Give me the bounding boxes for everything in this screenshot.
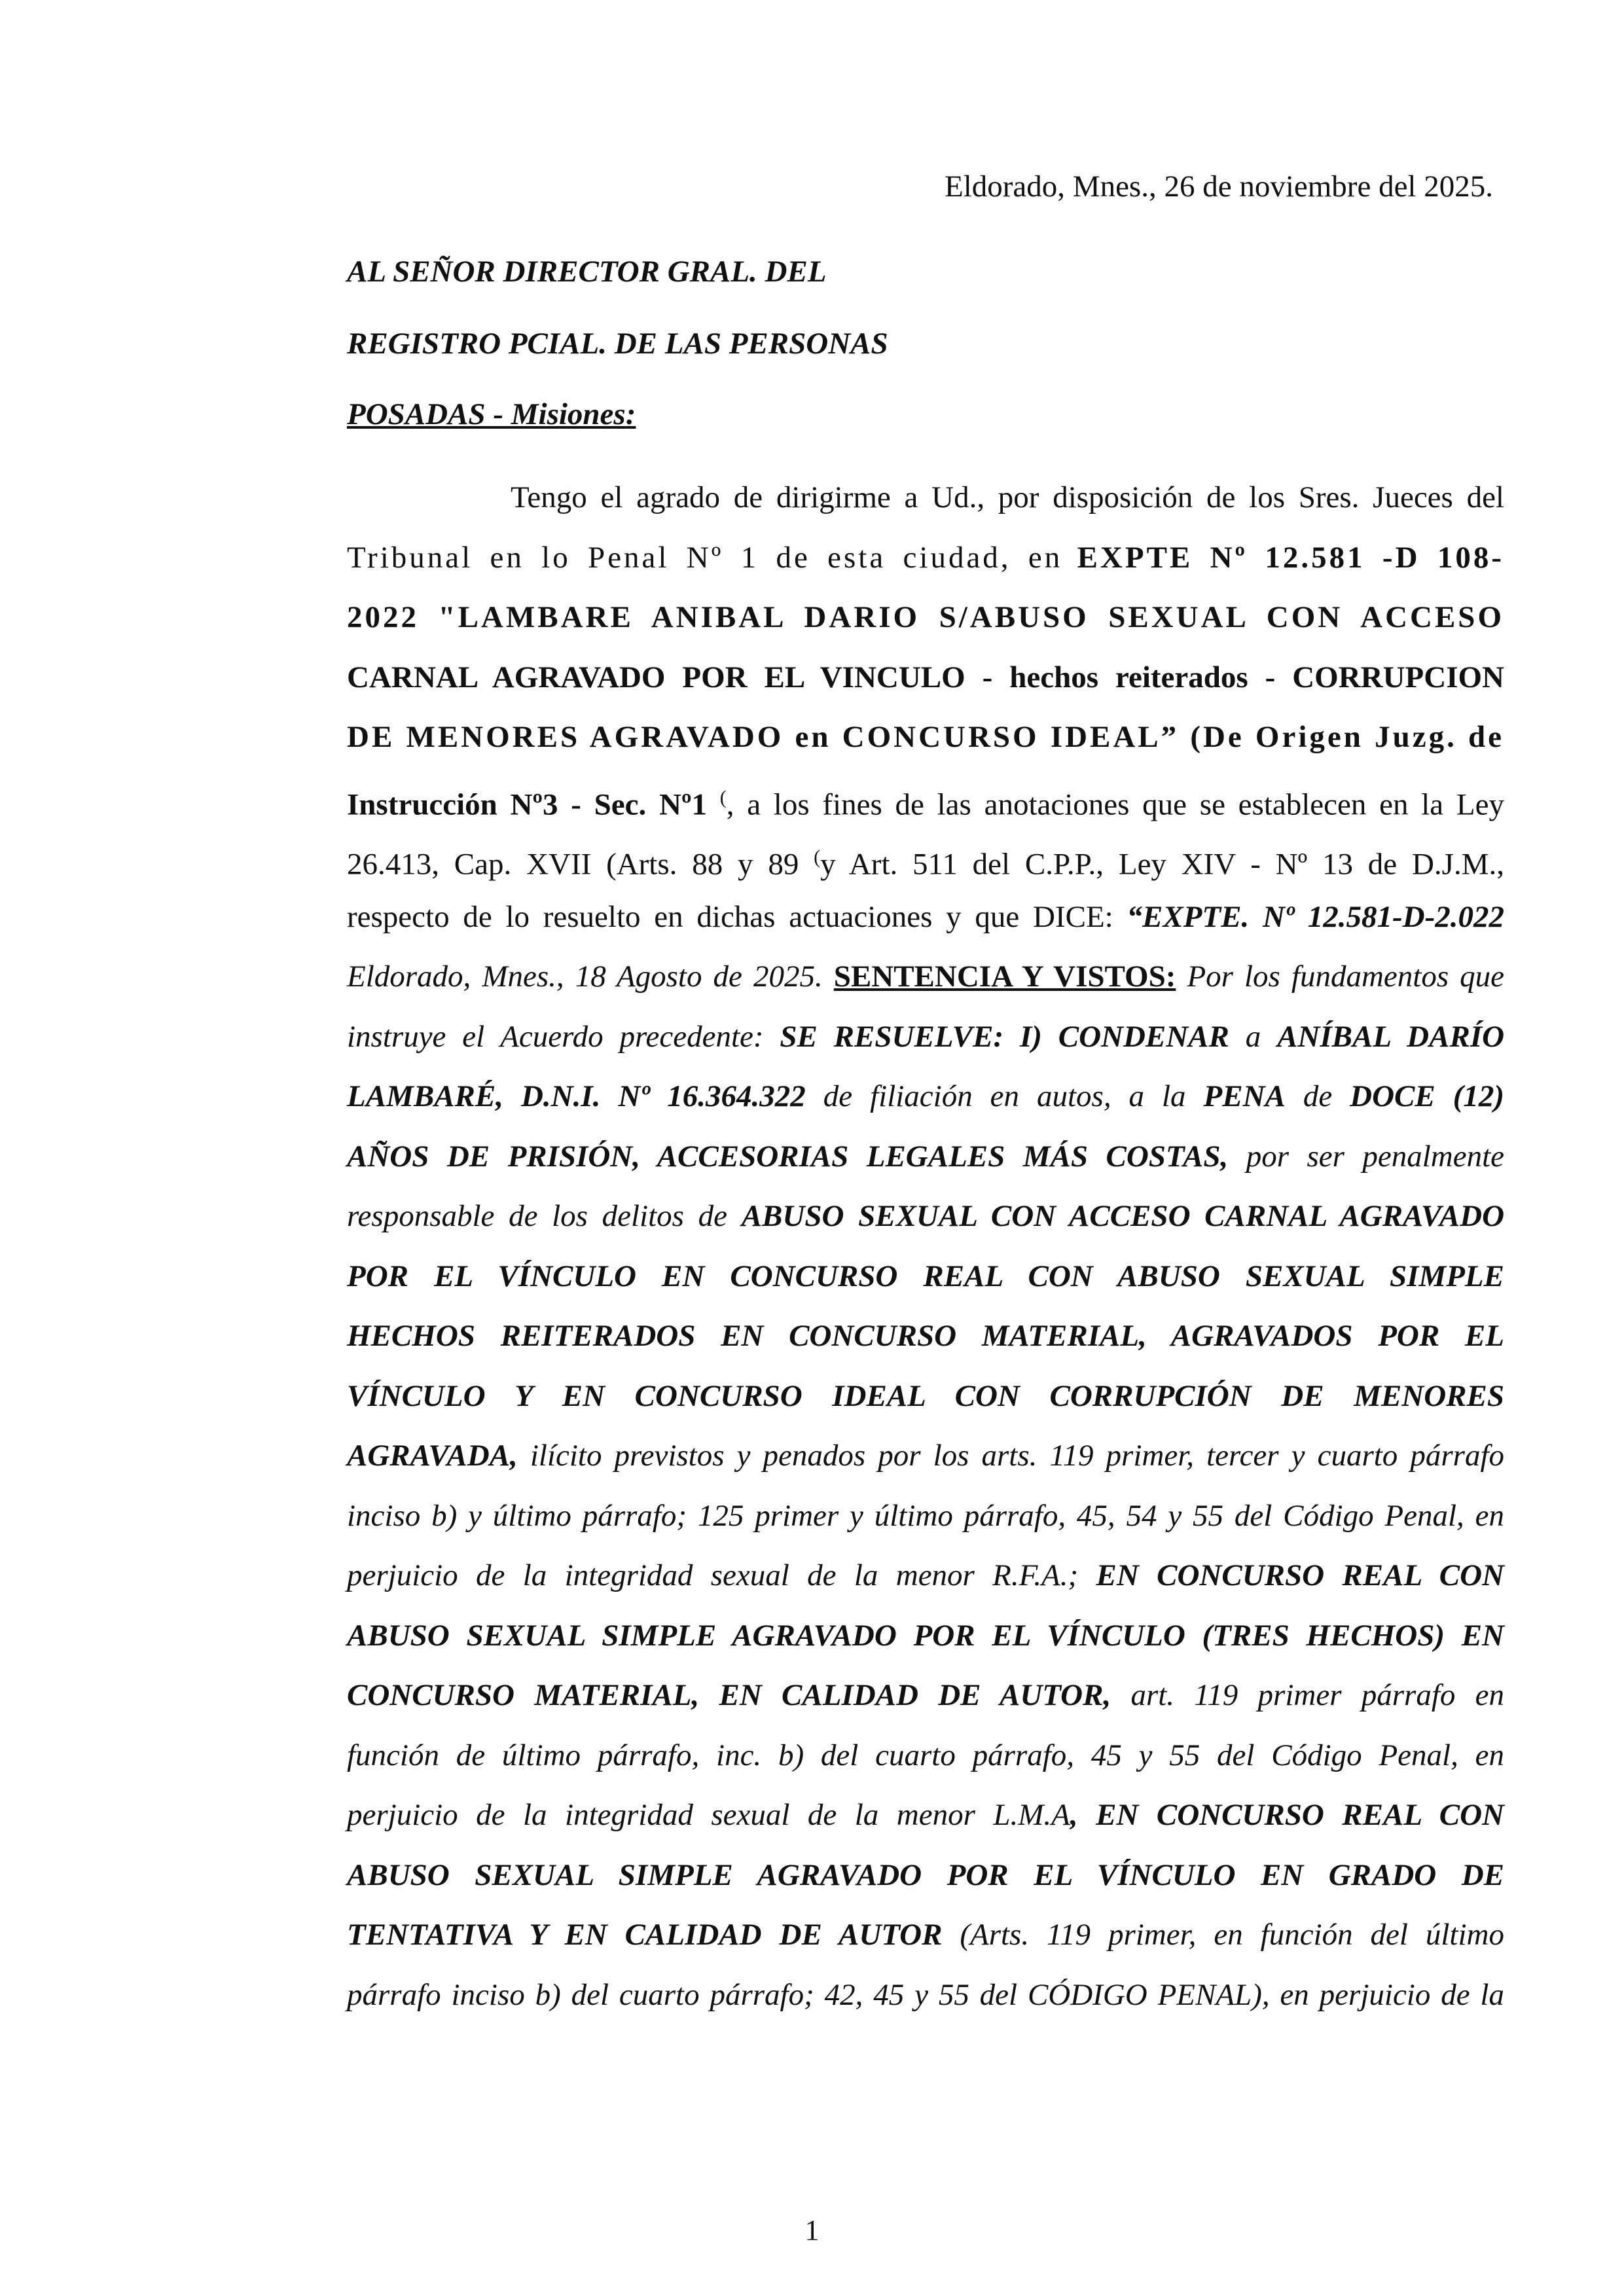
date-line: Eldorado, Mnes., 26 de noviembre del 2025. [945, 170, 1493, 204]
body-line [347, 1007, 1504, 1067]
expediente-ref: EXPTE Nº 12.581 -D 108- [1077, 540, 1504, 575]
body-line [347, 1846, 1504, 1906]
text-run: Por los fundamentos que [1187, 960, 1505, 994]
offense-text: POR EL VÍNCULO EN CONCURSO REAL CON ABUSO SEXUAL SIMPLE [347, 1259, 1504, 1293]
addressee-line-3 [347, 397, 636, 432]
case-title: CARNAL AGRAVADO POR EL VINCULO - hechos reiterados - CORRUPCION [347, 660, 1504, 694]
text-run: , a los fines de las anotaciones que se establecen en la Ley [726, 787, 1504, 822]
text-run: función de último párrafo, inc. b) del cuarto párrafo, 45 y 55 del Código Penal, en [347, 1738, 1504, 1772]
body-line [347, 708, 1504, 768]
body-line [347, 1965, 1504, 2026]
body-line [347, 947, 1504, 1007]
body-line [347, 1785, 1504, 1846]
text-run: inciso b) y último párrafo; 125 primer y último párrafo, 45, 54 y 55 del Código Penal, en [347, 1498, 1504, 1533]
body-line [347, 1187, 1504, 1247]
body-line [347, 648, 1504, 708]
body-line [347, 588, 1504, 648]
body-line [347, 1726, 1504, 1786]
defendant-name: ANÍBAL DARÍO [1277, 1019, 1505, 1054]
addressee-colon: : [625, 397, 636, 431]
text-run: y Art. 511 del C.P.P., Ley XIV - Nº 13 de D.J.M., [820, 847, 1504, 882]
text-run: a [1245, 1019, 1261, 1054]
defendant-id: LAMBARÉ, D.N.I. Nº 16.364.322 [347, 1079, 806, 1113]
superscript-mark: ( [719, 786, 727, 808]
offense-text: TENTATIVA Y EN CALIDAD DE AUTOR [347, 1918, 943, 1952]
offense-text: EN CONCURSO REAL CON [1096, 1558, 1504, 1592]
text-run: párrafo inciso b) del cuarto párrafo; 42, 45 y 55 del CÓDIGO PENAL), en perjuicio de la [347, 1977, 1504, 2012]
offense-text: , EN CONCURSO REAL CON [1070, 1798, 1504, 1832]
addressee-line-2: REGISTRO PCIAL. DE LAS PERSONAS [347, 327, 888, 361]
offense-text: VÍNCULO Y EN CONCURSO IDEAL CON CORRUPCIÓN DE MENORES [347, 1378, 1504, 1413]
body-line [347, 1486, 1504, 1547]
text-run: por ser penalmente [1246, 1139, 1504, 1174]
body-line [347, 1426, 1504, 1486]
addressee-city: POSADAS - Misiones [347, 397, 626, 431]
body-line [347, 1905, 1504, 1965]
text-run: responsable de los delitos de [347, 1199, 728, 1233]
body-line [347, 888, 1504, 948]
sentence-terms: AÑOS DE PRISIÓN, ACCESORIAS LEGALES MÁS COSTAS, [347, 1139, 1229, 1174]
text-run: Tribunal en lo Penal Nº 1 de esta ciudad, en [347, 540, 1063, 575]
body-line [347, 1247, 1504, 1307]
body-line [347, 827, 1504, 888]
text-run: Eldorado, Mnes., 18 Agosto de 2025. [347, 960, 823, 994]
sentence-length: DOCE (12) [1350, 1079, 1504, 1113]
body-line [347, 1067, 1504, 1127]
text-run: respecto de lo resuelto en dichas actuaciones y que DICE: [347, 899, 1113, 934]
text-run: art. 119 primer párrafo en [1130, 1678, 1504, 1712]
page-number: 1 [804, 2214, 820, 2246]
body-line [347, 1606, 1504, 1666]
body-line [347, 528, 1504, 588]
body-line [347, 1127, 1504, 1187]
text-run: 26.413, Cap. XVII (Arts. 88 y 89 [347, 847, 799, 882]
case-title: 2022 "LAMBARE ANIBAL DARIO S/ABUSO SEXUAL CON ACCESO [347, 600, 1504, 634]
case-origin: Instrucción Nº3 - Sec. Nº1 [347, 787, 707, 822]
body-line [347, 1306, 1504, 1367]
addressee-line-1: AL SEÑOR DIRECTOR GRAL. DEL [347, 255, 827, 289]
superscript-mark: ( [814, 846, 821, 868]
body-line [347, 768, 1504, 828]
resolution-heading: SE RESUELVE: I) CONDENAR [780, 1019, 1229, 1054]
text-run: perjuicio de la integridad sexual de la menor L.M.A [347, 1798, 1070, 1832]
offense-text: ABUSO SEXUAL SIMPLE AGRAVADO POR EL VÍNCULO EN GRADO DE [347, 1857, 1504, 1892]
body-line [347, 468, 1504, 528]
text-run: de filiación en autos, a la [823, 1079, 1186, 1113]
text-run: de [1303, 1079, 1333, 1113]
quoted-expediente: “EXPTE. Nº 12.581-D-2.022 [1127, 899, 1504, 934]
body-line [347, 1546, 1504, 1606]
offense-text: ABUSO SEXUAL CON ACCESO CARNAL AGRAVADO [741, 1199, 1505, 1233]
text-run: perjuicio de la integridad sexual de la menor R.F.A.; [347, 1558, 1079, 1592]
offense-text: HECHOS REITERADOS EN CONCURSO MATERIAL, AGRAVADOS POR EL [347, 1319, 1504, 1353]
offense-text: ABUSO SEXUAL SIMPLE AGRAVADO POR EL VÍNCULO (TRES HECHOS) EN [347, 1618, 1504, 1653]
text-run: Tengo el agrado de dirigirme a Ud., por disposición de los Sres. Jueces del [511, 480, 1504, 514]
text-run: ilícito previstos y penados por los arts. 119 primer, tercer y cuarto párrafo [530, 1439, 1505, 1473]
text-run: PENA [1203, 1079, 1286, 1113]
text-run: instruye el Acuerdo precedente: [347, 1019, 764, 1054]
body-line [347, 1666, 1504, 1726]
sentencia-heading: SENTENCIA Y VISTOS: [833, 960, 1176, 994]
offense-text: AGRAVADA, [347, 1439, 518, 1473]
body-line [347, 1367, 1504, 1427]
case-title: DE MENORES AGRAVADO en CONCURSO IDEAL” (De Origen Juzg. de [347, 720, 1504, 754]
offense-text: CONCURSO MATERIAL, EN CALIDAD DE AUTOR, [347, 1678, 1111, 1712]
letter-body [347, 468, 1504, 2025]
text-run: (Arts. 119 primer, en función del último [960, 1918, 1504, 1952]
